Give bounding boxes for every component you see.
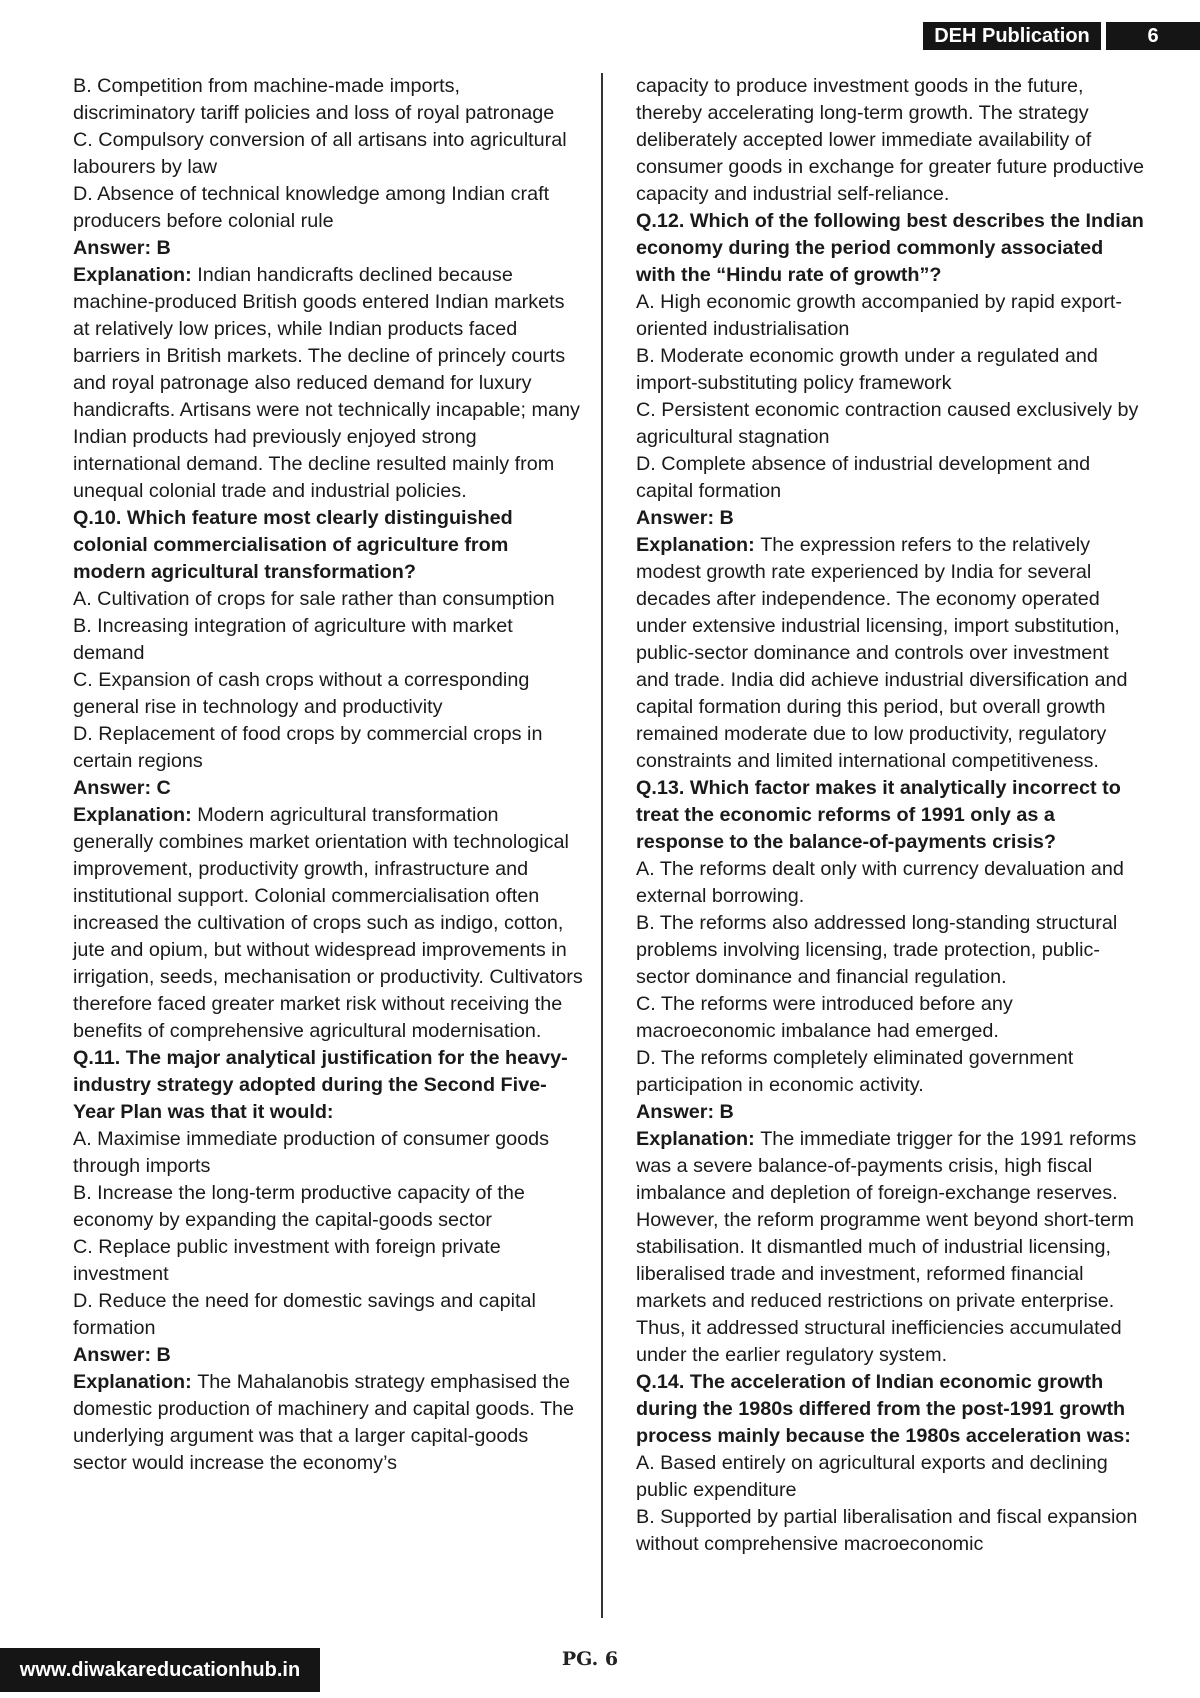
page-label: PG. 6 [561, 1648, 619, 1670]
explanation-text: Modern agricultural transformation generally combines market orientation with technological improvement, productivity growth, infrastructure and institutional support. Colonial commercialisation often increased the cultivation of crops such as indigo, cotton, jute and opium, but without widespread improvements in irrigation, seeds, mechanisation or productivity. Cultivators therefore faced greater market risk without receiving the benefits of comprehensive agricultural modernisation. [73, 804, 583, 1042]
explanation-text: The expression refers to the relatively modest growth rate experienced by India for several decades after independence. The economy operated under extensive industrial licensing, import substitution, public-sector dominance and controls over investment and trade. India did achieve industrial diversification and capital formation during this period, but overall growth remained moderate due to low productivity, regulatory constraints and limited international competitiveness. [636, 534, 1128, 772]
explanation-text: The immediate trigger for the 1991 reforms was a severe balance-of-payments crisis, high fiscal imbalance and depletion of foreign-exchange reserves. However, the reform programme went beyond short-term stabilisation. It dismantled much of industrial licensing, liberalised trade and investment, reformed financial markets and reduced restrictions on private enterprise. Thus, it addressed structural inefficiencies accumulated under the earlier regulatory system. [636, 1128, 1137, 1366]
column-divider [601, 73, 603, 1618]
option-a: A. The reforms dealt only with currency devaluation and external borrowing. [636, 858, 1124, 907]
option-d: D. Replacement of food crops by commercial crops in certain regions [73, 723, 543, 772]
page-number-badge: 6 [1106, 22, 1200, 50]
explanation-label: Explanation: [73, 1371, 198, 1393]
option-c: C. Expansion of cash crops without a corresponding general rise in technology and productivity [73, 669, 530, 718]
explanation-label: Explanation: [636, 1128, 761, 1150]
explanation [73, 802, 583, 1045]
publication-badge: DEH Publication [923, 22, 1101, 50]
explanation-label: Explanation: [636, 534, 761, 556]
right-column [636, 73, 1146, 1558]
explanation [636, 532, 1146, 775]
answer: Answer: B [73, 1344, 171, 1366]
explanation [73, 1369, 583, 1477]
question-12: Q.12. Which of the following best describes the Indian economy during the period commonly associated with the “Hindu rate of growth”? [636, 210, 1144, 286]
explanation-text: The Mahalanobis strategy emphasised the domestic production of machinery and capital goods. The underlying argument was that a larger capital-goods sector would increase the economy’s [73, 1371, 575, 1474]
option-b: B. Supported by partial liberalisation and fiscal expansion without comprehensive macroeconomic [636, 1506, 1138, 1555]
explanation [636, 1126, 1146, 1369]
option-d: D. The reforms completely eliminated government participation in economic activity. [636, 1047, 1074, 1096]
explanation-text: Indian handicrafts declined because machine-produced British goods entered Indian markets at relatively low prices, while Indian products faced barriers in British markets. The decline of princely courts and royal patronage also reduced demand for luxury handicrafts. Artisans were not technically incapable; many Indian products had previously enjoyed strong international demand. The decline resulted mainly from unequal colonial trade and industrial policies. [73, 264, 580, 502]
explanation-continued: capacity to produce investment goods in the future, thereby accelerating long-term growth. The strategy deliberately accepted lower immediate availability of consumer goods in exchange for greater future productive capacity and industrial self-reliance. [636, 75, 1145, 205]
option-a: A. Maximise immediate production of consumer goods through imports [73, 1128, 550, 1177]
question-13: Q.13. Which factor makes it analytically incorrect to treat the economic reforms of 1991 only as a response to the balance-of-payments crisis? [636, 777, 1121, 853]
option-b: B. Increase the long-term productive capacity of the economy by expanding the capital-goods sector [73, 1182, 525, 1231]
explanation [73, 262, 583, 505]
answer: Answer: B [636, 507, 734, 529]
option-b: B. The reforms also addressed long-standing structural problems involving licensing, trade protection, public-sector dominance and financial regulation. [636, 912, 1118, 988]
option-b: B. Increasing integration of agriculture with market demand [73, 615, 513, 664]
question-11: Q.11. The major analytical justification for the heavy-industry strategy adopted during the Second Five-Year Plan was that it would: [73, 1047, 568, 1123]
option-c: C. Compulsory conversion of all artisans into agricultural labourers by law [73, 129, 567, 178]
option-d: D. Reduce the need for domestic savings and capital formation [73, 1290, 536, 1339]
explanation-label: Explanation: [73, 264, 198, 286]
option-c: C. The reforms were introduced before any macroeconomic imbalance had emerged. [636, 993, 1013, 1042]
option-c: C. Replace public investment with foreign private investment [73, 1236, 501, 1285]
website-footer: www.diwakareducationhub.in [0, 1648, 320, 1692]
option-a: A. Cultivation of crops for sale rather than consumption [73, 588, 555, 610]
option-a: A. High economic growth accompanied by rapid export-oriented industrialisation [636, 291, 1122, 340]
option-b: B. Competition from machine-made imports, discriminatory tariff policies and loss of royal patronage [73, 75, 555, 124]
option-d: D. Complete absence of industrial development and capital formation [636, 453, 1091, 502]
explanation-label: Explanation: [73, 804, 198, 826]
answer: Answer: B [73, 237, 171, 259]
answer: Answer: B [636, 1101, 734, 1123]
answer: Answer: C [73, 777, 171, 799]
option-d: D. Absence of technical knowledge among Indian craft producers before colonial rule [73, 183, 550, 232]
option-c: C. Persistent economic contraction caused exclusively by agricultural stagnation [636, 399, 1139, 448]
question-10: Q.10. Which feature most clearly distinguished colonial commercialisation of agriculture from modern agricultural transformation? [73, 507, 513, 583]
option-a: A. Based entirely on agricultural exports and declining public expenditure [636, 1452, 1108, 1501]
left-column [73, 73, 583, 1477]
question-14: Q.14. The acceleration of Indian economic growth during the 1980s differed from the post-1991 growth process mainly because the 1980s acceleration was: [636, 1371, 1131, 1447]
option-b: B. Moderate economic growth under a regulated and import-substituting policy framework [636, 345, 1098, 394]
